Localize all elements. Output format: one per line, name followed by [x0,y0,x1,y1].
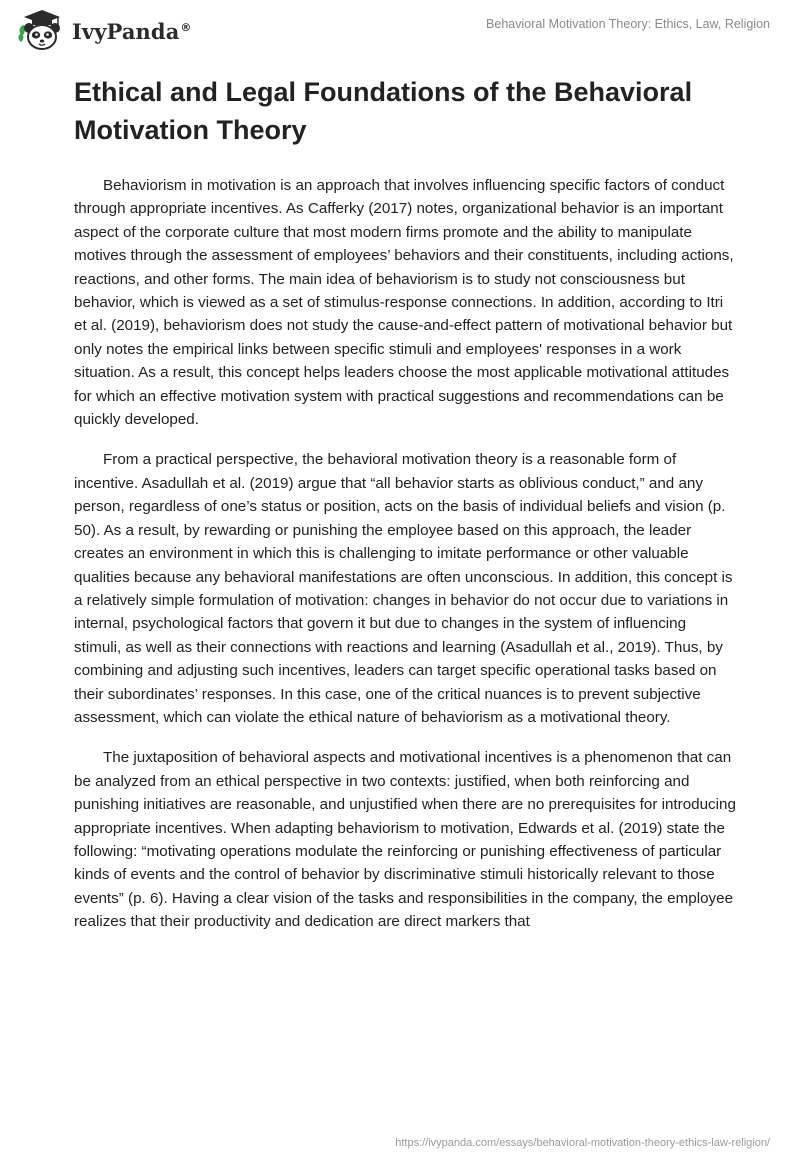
paragraph: From a practical perspective, the behavioral motivation theory is a reasonable form of incentive. Asadullah et al. (2019) argue that “all behavior starts as oblivious conduct,” and any person, regardless of one’s status or position, acts on the basis of individual beliefs and vision (p. 50). As a result, by rewarding or punishing the employee based on this approach, the leader creates an environment in which this is challenging to imitate performance or other valuable qualities because any behavioral manifestations are often unconscious. In addition, this concept is a relatively simple formulation of motivation: changes in behavior do not occur due to variations in internal, psychological factors that govern it but due to changes in the system of influencing stimuli, as well as their connections with reactions and learning (Asadullah et al., 2019). Thus, by combining and adjusting such incentives, leaders can target specific operational tasks based on their subordinates’ responses. In this case, one of the critical nuances is to prevent subjective assessment, which can violate the ethical nature of behaviorism as a motivational theory. [74,451,733,726]
article-title: Ethical and Legal Foundations of the Behavioral Motivation Theory [74,77,693,145]
source-url-link[interactable]: https://ivypanda.com/essays/behavioral-motivation-theory-ethics-law-religion/ [395,1137,770,1149]
header-document-title: Behavioral Motivation Theory: Ethics, Law, Religion [486,17,770,31]
article-body [74,174,736,951]
page-header [0,0,800,60]
paragraph: The juxtaposition of behavioral aspects and motivational incentives is a phenomenon that can be analyzed from an ethical perspective in two contexts: justified, when both reinforcing and punishing initiatives are reasonable, and unjustified when there are no prerequisites for introducing appropriate incentives. When adapting behaviorism to motivation, Edwards et al. (2019) state the following: “motivating operations modulate the reinforcing or punishing effectiveness of particular kinds of events and the control of behavior by discriminative stimuli historically relevant to those events” (p. 6). Having a clear vision of the tasks and responsibilities in the company, the employee realizes that their productivity and dedication are direct markers that [74,749,736,931]
paragraph: Behaviorism in motivation is an approach that involves influencing specific factors of conduct through appropriate incentives. As Cafferky (2017) notes, organizational behavior is an important aspect of the corporate culture that most modern firms promote and the ability to manipulate motives through the assessment of employees’ behaviors and their constituents, including actions, reactions, and other forms. The main idea of behaviorism is to study not consciousness but behavior, which is viewed as a set of stimulus-response connections. In addition, according to Itri et al. (2019), behaviorism does not study the cause-and-effect pattern of motivational behavior but only notes the empirical links between specific stimuli and employees' responses in a work situation. As a result, this concept helps leaders choose the most applicable motivational attitudes for which an effective motivation system with practical suggestions and recommendations can be quickly developed. [74,177,734,429]
panda-graduate-icon [16,8,68,52]
ivypanda-logo[interactable] [16,8,192,52]
brand-name: IvyPanda® [72,18,192,44]
